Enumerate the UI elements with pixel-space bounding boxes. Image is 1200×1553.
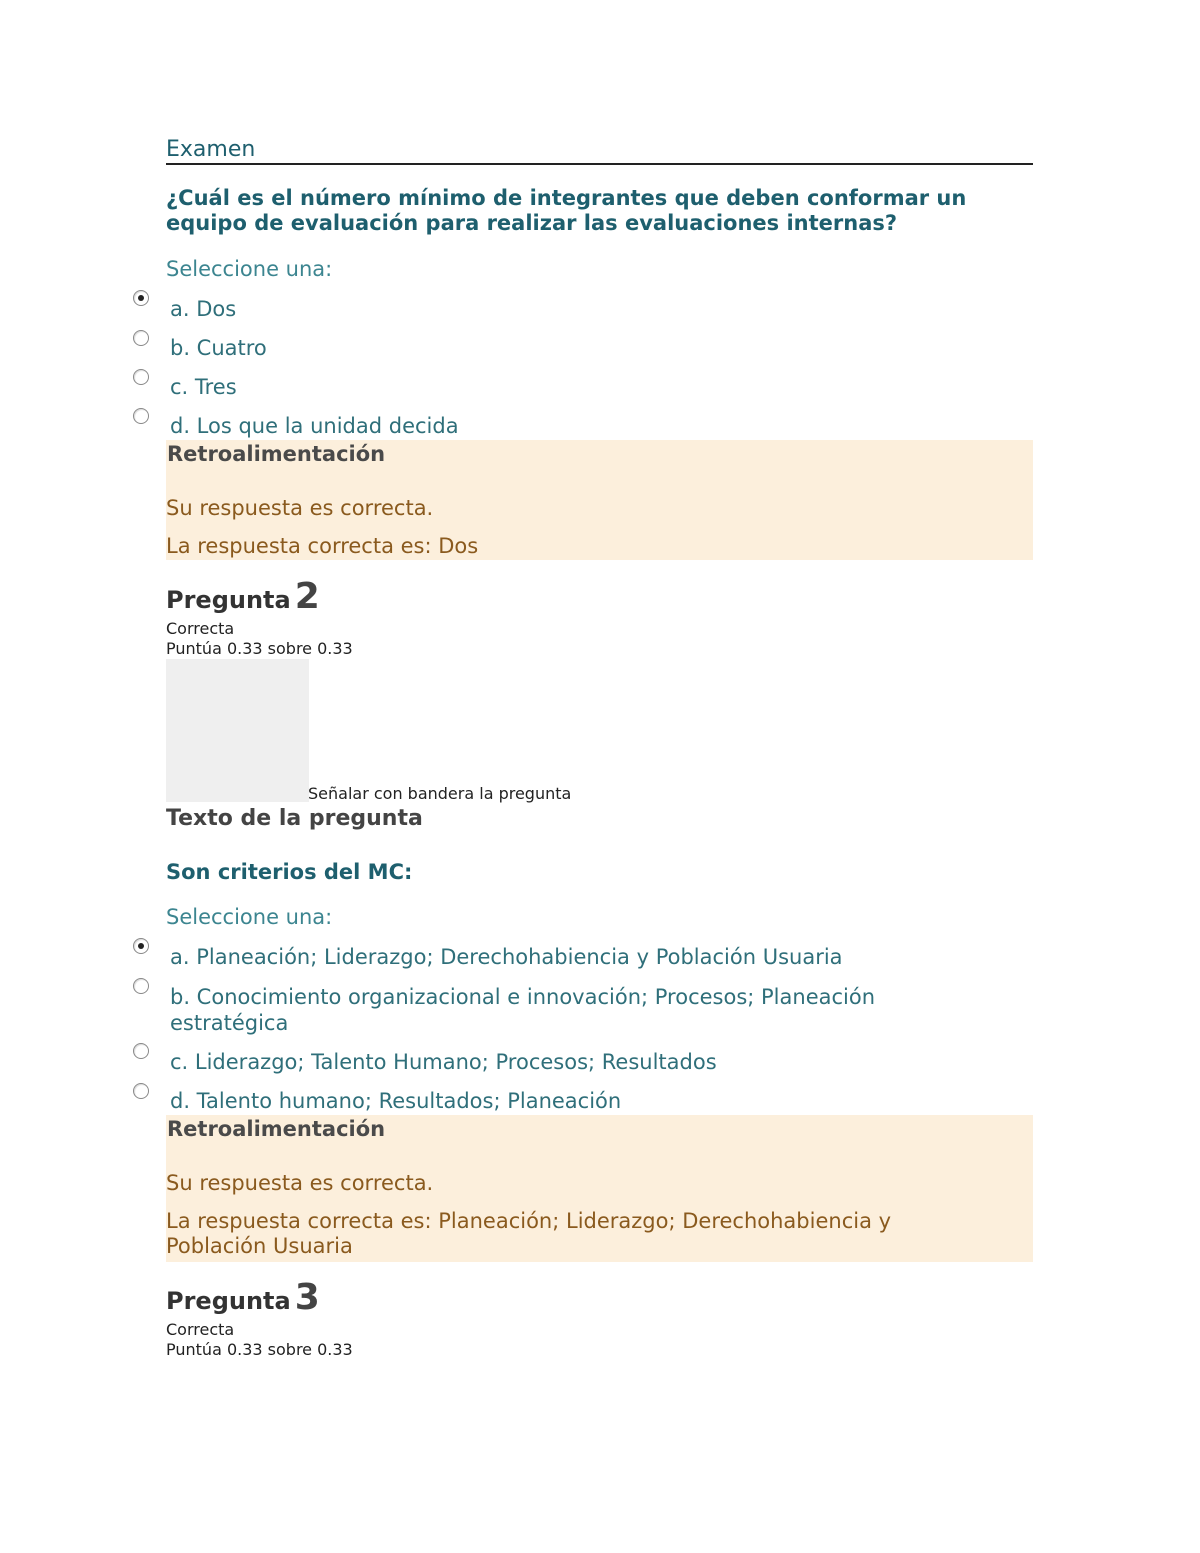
question-1-text: ¿Cuál es el número mínimo de integrantes que deben conformar un equipo de evaluación para realizar las evaluaciones internas? bbox=[166, 186, 967, 235]
question-1-option-b-label[interactable]: b. Cuatro bbox=[170, 336, 267, 360]
question-1-option-d-radio[interactable] bbox=[133, 408, 149, 424]
question-2-option-b-label[interactable]: b. Conocimiento organizacional e innovación; Procesos; Planeación estratégica bbox=[170, 985, 876, 1035]
question-1-feedback-heading: Retroalimentación bbox=[167, 442, 386, 466]
title-divider bbox=[166, 163, 1033, 165]
flag-icon[interactable] bbox=[166, 659, 309, 802]
question-2-option-c-radio[interactable] bbox=[133, 1043, 149, 1059]
question-1-option-c-label[interactable]: c. Tres bbox=[170, 375, 237, 399]
question-2-feedback-heading: Retroalimentación bbox=[167, 1117, 386, 1141]
question-3-status: Correcta bbox=[166, 1320, 235, 1339]
question-1-option-d-label[interactable]: d. Los que la unidad decida bbox=[170, 414, 459, 438]
question-2-option-a-label[interactable]: a. Planeación; Liderazgo; Derechohabiencia y Población Usuaria bbox=[170, 945, 843, 969]
question-2-label bbox=[166, 576, 320, 617]
question-1-select-prompt: Seleccione una: bbox=[166, 257, 333, 281]
question-2-status: Correcta bbox=[166, 619, 235, 638]
question-2-label-text: Pregunta bbox=[166, 586, 291, 614]
question-3-score: Puntúa 0.33 sobre 0.33 bbox=[166, 1340, 353, 1359]
question-1-option-c-radio[interactable] bbox=[133, 369, 149, 385]
question-2-option-a-radio[interactable] bbox=[133, 938, 149, 954]
question-2-text: Son criterios del MC: bbox=[166, 860, 413, 884]
question-2-option-d-radio[interactable] bbox=[133, 1083, 149, 1099]
question-2-option-c-label[interactable]: c. Liderazgo; Talento Humano; Procesos; Resultados bbox=[170, 1050, 717, 1074]
flag-question-link[interactable]: Señalar con bandera la pregunta bbox=[308, 784, 572, 803]
question-2-number: 2 bbox=[294, 576, 320, 617]
question-2-feedback-correct-answer: La respuesta correcta es: Planeación; Liderazgo; Derechohabiencia y Población Usuaria bbox=[166, 1209, 892, 1258]
question-1-feedback-result: Su respuesta es correcta. bbox=[166, 496, 434, 520]
question-2-text-heading: Texto de la pregunta bbox=[166, 806, 423, 831]
question-1-feedback-correct-answer: La respuesta correcta es: Dos bbox=[166, 534, 479, 558]
question-2-select-prompt: Seleccione una: bbox=[166, 905, 333, 929]
question-1-option-b-radio[interactable] bbox=[133, 330, 149, 346]
question-2-option-d-label[interactable]: d. Talento humano; Resultados; Planeación bbox=[170, 1089, 622, 1113]
question-2-score: Puntúa 0.33 sobre 0.33 bbox=[166, 639, 353, 658]
question-3-label bbox=[166, 1277, 320, 1318]
question-2-option-b-radio[interactable] bbox=[133, 978, 149, 994]
page-title: Examen bbox=[166, 137, 256, 162]
question-1-option-a-label[interactable]: a. Dos bbox=[170, 297, 237, 321]
question-1-option-a-radio[interactable] bbox=[133, 290, 149, 306]
question-2-feedback-result: Su respuesta es correcta. bbox=[166, 1171, 434, 1195]
question-3-number: 3 bbox=[294, 1277, 320, 1318]
question-3-label-text: Pregunta bbox=[166, 1287, 291, 1315]
